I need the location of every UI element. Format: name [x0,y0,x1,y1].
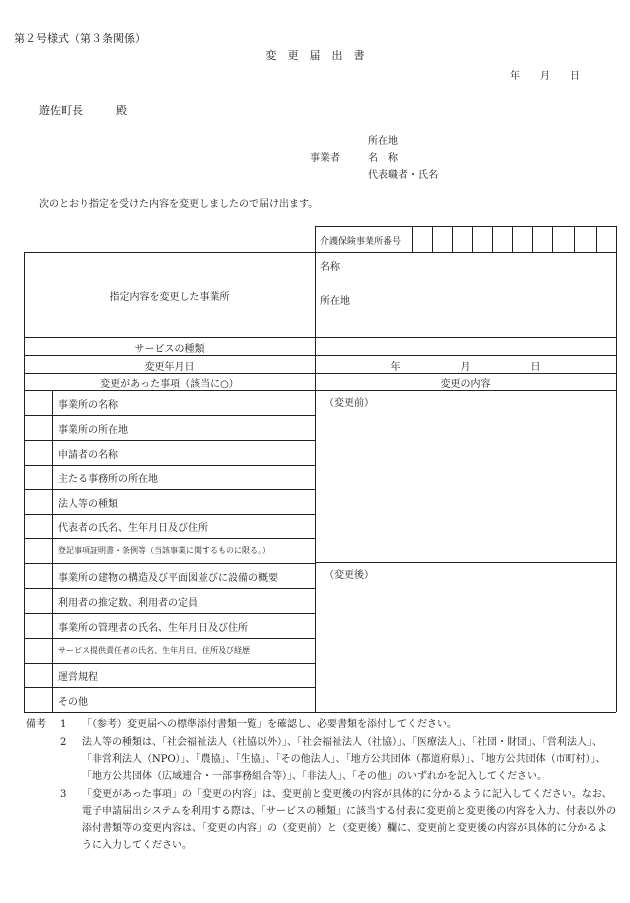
item-check-cell[interactable] [25,688,51,711]
item-check-cell[interactable] [25,614,51,637]
list-item: 事業所の所在地 [58,425,128,436]
change-date-value[interactable]: 年 月 日 [390,362,541,373]
applicant-label: 事業者 [310,153,340,164]
after-label: （変更後） [324,570,374,581]
item-check-cell[interactable] [25,589,51,612]
item-check-cell[interactable] [25,539,51,562]
list-item: 法人等の種類 [58,499,118,510]
note-number: 3 [60,789,67,800]
item-check-cell[interactable] [25,441,51,464]
applicant-address-label: 所在地 [368,136,398,147]
item-check-cell[interactable] [25,490,51,513]
change-date-label: 変更年月日 [144,362,195,373]
applicant-name-label: 名 称 [368,153,398,164]
date-line: 年 月 日 [510,71,580,82]
list-item: 主たる事務所の所在地 [58,474,158,485]
item-check-cell[interactable] [25,515,51,537]
items-header: 変更があった事項（該当に○） [100,379,239,390]
after-content-field[interactable] [316,580,615,711]
list-item: 利用者の推定数、利用者の定員 [58,598,198,609]
notes-heading: 備考 [26,719,46,730]
item-check-cell[interactable] [25,466,51,488]
list-item: サービス提供責任者の氏名、生年月日、住所及び経歴 [58,646,250,655]
list-item: 申請者の名称 [58,450,118,461]
note-text: 「（参考）変更届への標準添付書類一覧」を確認し、必要書類を添付してください。 [82,719,457,730]
list-item: 事業所の名称 [58,400,118,411]
office-number-cells[interactable] [412,226,616,252]
office-name-label: 名称 [320,262,340,273]
list-item: その他 [58,697,88,708]
item-check-cell[interactable] [25,639,51,662]
item-check-cell[interactable] [25,391,51,414]
applicant-representative-label: 代表職者・氏名 [368,170,438,181]
addressee: 遊佐町長 殿 [39,104,127,117]
office-address-label: 所在地 [320,296,350,307]
list-item: 運営規程 [58,672,98,683]
note-text: 「変更があった事項」の「変更の内容」は、変更前と変更後の内容が具体的に分かるように記入してください。なお、電子申請届出システムを利用する際は、「サービスの種類」に該当する付表に変更前と変更後の内容を入力、付表以外の添付書類等の変更内容は、「変更の内容」の（変更前）と（変更後）欄に、変更前と変更後の内容が具体的に分かるように入力してください。 [82,789,616,851]
note-number: 1 [60,719,67,730]
notes-section [26,716,616,854]
note-text: 法人等の種類は、「社会福祉法人（社協以外）」、「社会福祉法人（社協）」、「医療法人」、「社団・財団」、「営利法人」、「非営利法人（NPO）」、「農協」、「生協」、「その他法人」、「地方公共団体（都道府県）」、「地方公共団体（市町村）」、「地方公共団体（広域連合・一部事務組合等）」、「非法人」、「その他」のいずれかを記入してください。 [82,737,606,782]
intro-text: 次のとおり指定を受けた内容を変更しましたので届け出ます。 [39,199,319,210]
list-item: 代表者の氏名、生年月日及び住所 [58,523,208,534]
content-header: 変更の内容 [440,379,491,390]
list-item: 事業所の管理者の氏名、生年月日及び住所 [58,623,248,634]
item-check-cell[interactable] [25,416,51,439]
before-content-field[interactable] [316,408,615,561]
item-check-cell[interactable] [25,564,51,587]
list-item: 登記事項証明書・条例等（当該事業に関するものに限る。） [58,546,270,555]
note-number: 2 [60,737,67,748]
item-check-cell[interactable] [25,664,51,686]
office-changed-label: 指定内容を変更した事業所 [109,292,230,303]
office-name-field[interactable] [316,253,615,279]
office-address-field[interactable] [316,286,615,336]
page-title: 変 更 届 出 書 [265,49,365,62]
list-item: 事業所の建物の構造及び平面図並びに設備の概要 [58,573,278,584]
form-label: 第２号様式（第３条関係） [14,32,146,45]
office-number-label: 介護保険事業所番号 [320,237,402,247]
service-type-field[interactable] [316,338,615,354]
service-type-label: サービスの種類 [134,344,205,355]
before-label: （変更前） [324,398,374,409]
